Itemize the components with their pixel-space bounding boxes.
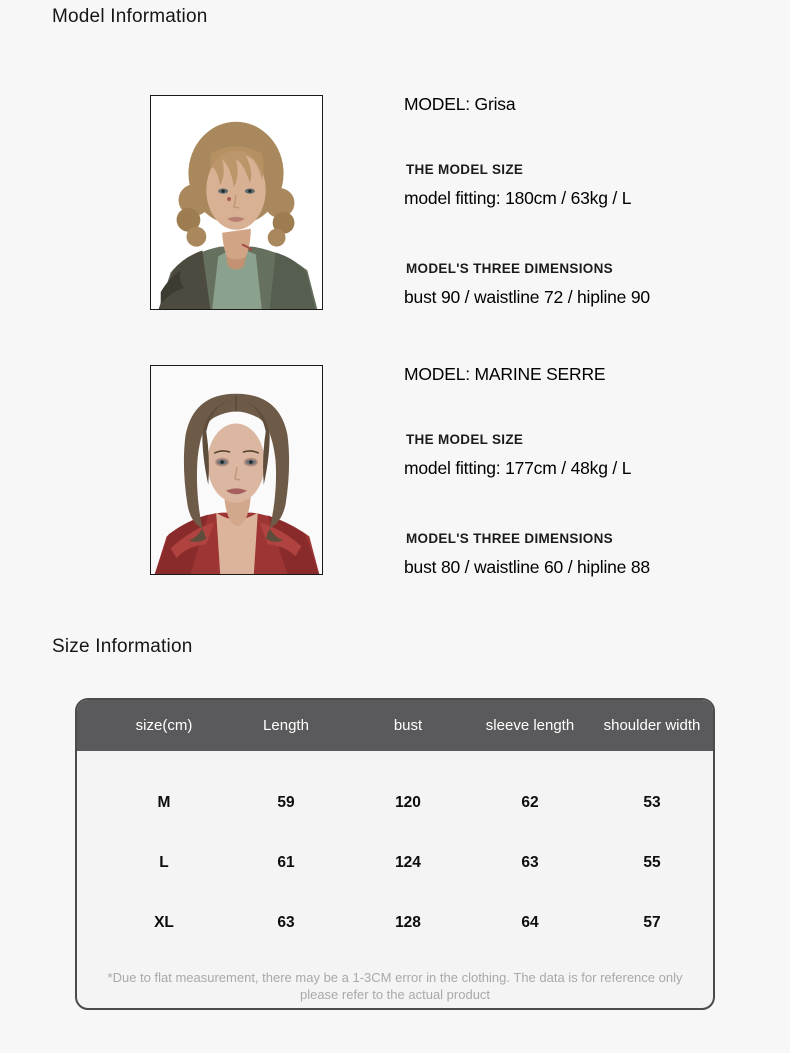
cell-bust: 128 — [395, 914, 421, 931]
cell-sleeve-length: 63 — [521, 854, 539, 871]
model-text-grisa — [404, 93, 734, 310]
model-dimensions: bust 90 / waistline 72 / hipline 90 — [404, 287, 650, 307]
cell-size: L — [159, 854, 169, 871]
size-table-disclaimer — [77, 969, 713, 1003]
size-table-header-row — [77, 700, 713, 751]
table-row-m — [77, 773, 713, 833]
model-fitting: model fitting: 177cm / 48kg / L — [404, 458, 632, 478]
model-portrait-illustration — [151, 366, 322, 574]
cell-bust: 124 — [395, 854, 421, 871]
disclaimer-line-2: please refer to the actual product — [299, 987, 491, 1002]
column-header-length: Length — [263, 717, 309, 734]
cell-sleeve-length: 62 — [521, 794, 539, 811]
size-information-title: Size Information — [52, 636, 193, 657]
model-size-heading: THE MODEL SIZE — [406, 162, 524, 177]
disclaimer-line-1: *Due to flat measurement, there may be a 1-3CM error in the clothing. The data is for reference only — [107, 970, 683, 985]
model-portrait-illustration — [151, 96, 322, 309]
cell-shoulder-width: 57 — [643, 914, 661, 931]
model-photo-grisa — [150, 95, 323, 310]
model-dimensions-heading: MODEL'S THREE DIMENSIONS — [406, 261, 613, 276]
size-table-body — [77, 751, 713, 953]
cell-shoulder-width: 55 — [643, 854, 661, 871]
cell-size: M — [157, 794, 171, 811]
column-header-shoulder-width: shoulder width — [603, 717, 701, 734]
model-card-grisa — [150, 93, 734, 310]
model-name: MODEL: Grisa — [404, 94, 516, 114]
model-text-marine-serre — [404, 363, 734, 578]
model-fitting: model fitting: 180cm / 63kg / L — [404, 188, 632, 208]
model-photo-marine-serre — [150, 365, 323, 575]
model-name: MODEL: MARINE SERRE — [404, 364, 606, 384]
model-dimensions-heading: MODEL'S THREE DIMENSIONS — [406, 531, 613, 546]
table-row-xl — [77, 893, 713, 953]
column-header-size: size(cm) — [135, 717, 193, 734]
cell-size: XL — [154, 914, 174, 931]
column-header-bust: bust — [393, 717, 423, 734]
cell-length: 59 — [277, 794, 295, 811]
model-dimensions: bust 80 / waistline 60 / hipline 88 — [404, 557, 650, 577]
cell-bust: 120 — [395, 794, 421, 811]
model-information-title: Model Information — [52, 6, 208, 27]
cell-sleeve-length: 64 — [521, 914, 539, 931]
column-header-sleeve-length: sleeve length — [485, 717, 575, 734]
cell-length: 61 — [277, 854, 295, 871]
size-chart-table — [75, 698, 715, 1010]
table-row-l — [77, 833, 713, 893]
cell-length: 63 — [277, 914, 295, 931]
cell-shoulder-width: 53 — [643, 794, 661, 811]
model-card-marine-serre — [150, 363, 734, 578]
model-size-heading: THE MODEL SIZE — [406, 432, 524, 447]
